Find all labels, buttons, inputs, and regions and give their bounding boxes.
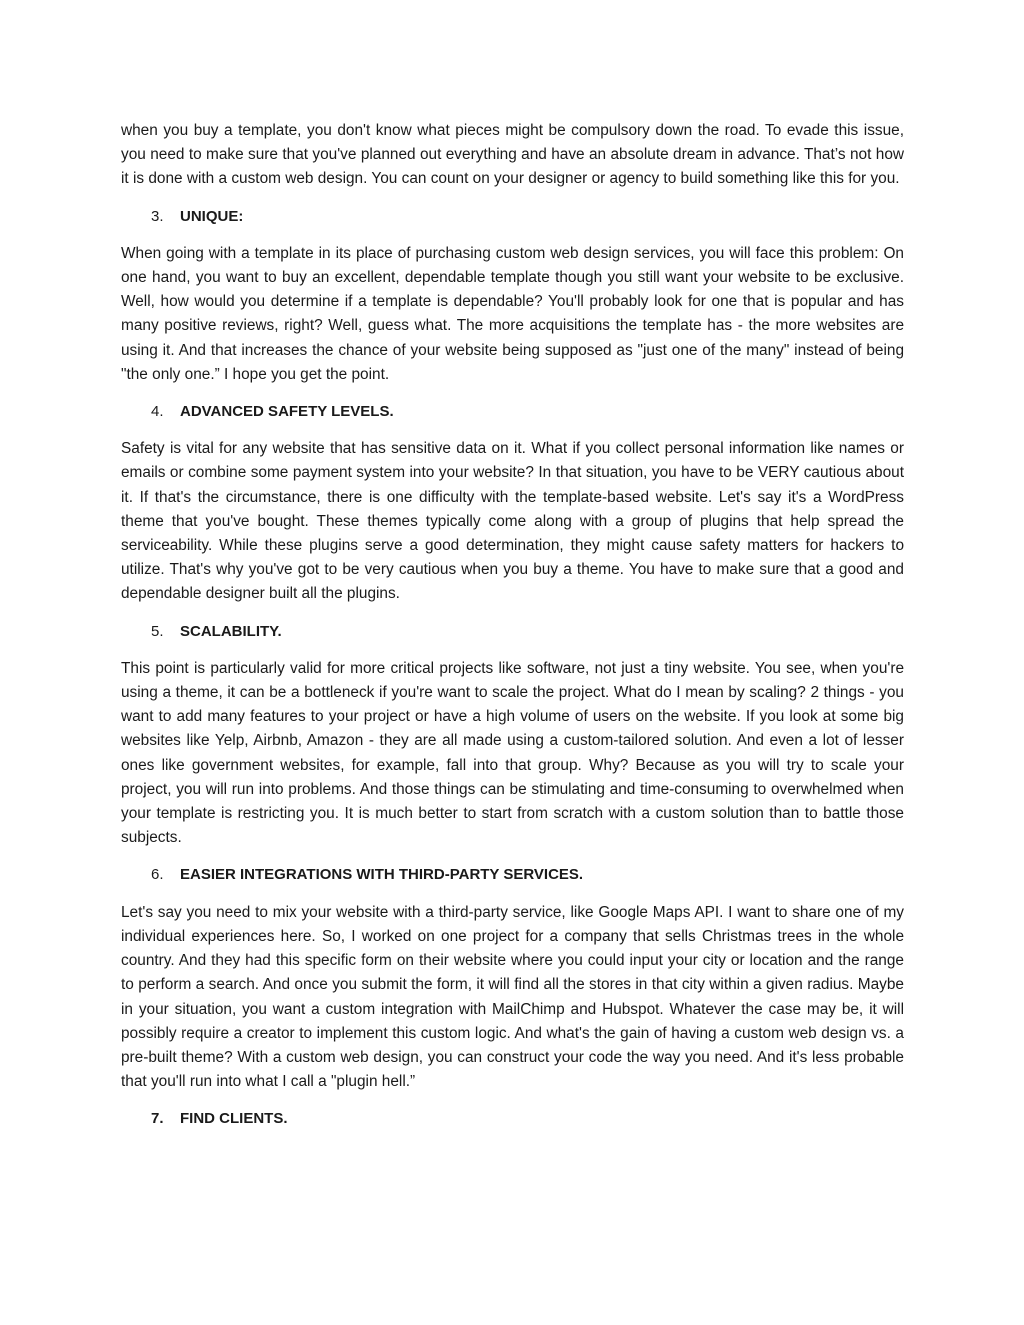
heading-advanced-safety [121,400,904,424]
heading-number: 3. [151,207,164,225]
heading-find-clients [121,1107,904,1131]
heading-text: UNIQUE: [180,207,244,225]
heading-text: SCALABILITY. [180,622,282,640]
heading-text: ADVANCED SAFETY LEVELS. [180,403,394,421]
paragraph-unique: When going with a template in its place of purchasing custom web design services, you will face this problem: On one hand, you want to buy an excellent, dependable template though you still want your website to be exclusive. Well, how would you determine if a template is dependable? You'll probably look for one that is popular and has many positive reviews, right? Well, guess what. The more acquisitions the template has - the more websites are using it. And that increases the chance of your website being supposed as "just one of the many" instead of being "the only one.” I hope you get the point. [121,244,904,383]
heading-integrations [121,863,904,887]
heading-number: 7. [151,1110,164,1128]
heading-text: FIND CLIENTS. [180,1110,288,1128]
paragraph-template-intro: when you buy a template, you don't know what pieces might be compulsory down the road. To evade this issue, you need to make sure that you've planned out everything and have an absolute dream in advance. That’s not how it is done with a custom web design. You can count on your designer or agency to build something like this for you. [121,122,904,188]
paragraph-safety: Safety is vital for any website that has sensitive data on it. What if you collect personal information like names or emails or combine some payment system into your website? In that situation, you have to be VERY cautious about it. If that's the circumstance, there is one difficulty with the template-based website. Let's say it's a WordPress theme that you've bought. These themes typically come along with a group of plugins that help spread the serviceability. While these plugins serve a good determination, they might cause safety matters for hackers to utilize. That's why you've got to be very cautious when you buy a theme. You have to make sure that a good and dependable designer built all the plugins. [121,440,904,603]
heading-unique [121,205,904,229]
heading-number: 4. [151,403,164,421]
heading-scalability [121,620,904,644]
heading-number: 6. [151,866,164,884]
paragraph-integrations: Let's say you need to mix your website with a third-party service, like Google Maps API. I want to share one of my individual experiences here. So, I worked on one project for a company that sells Christmas trees in the whole country. And they had this specific form on their website where you could input your city or location and the range to perform a search. And once you submit the form, it will find all the stores in that city within a given radius. Maybe in your situation, you want a custom integration with MailChimp and Hubspot. Whatever the case may be, it will possibly require a creator to implement this custom logic. And what's the gain of having a custom web design vs. a pre-built theme? With a custom web design, you can construct your code the way you need. And it's less probable that you'll run into what I call a "plugin hell.” [121,903,904,1091]
document-page [121,119,904,1145]
paragraph-scalability: This point is particularly valid for more critical projects like software, not just a tiny website. You see, when you're using a theme, it can be a bottleneck if you're want to scale the project. What do I mean by scaling? 2 things - you want to add many features to your project or have a high volume of users on the website. If you look at some big websites like Yelp, Airbnb, Amazon - they are all made using a custom-tailored solution. And even a lot of lesser ones like government websites, for example, fall into that group. Why? Because as you will try to scale your project, you will run into problems. And those things can be stimulating and time-consuming to overwhelmed when your template is restricting you. It is much better to start from scratch with a custom solution than to battle those subjects. [121,659,904,847]
heading-text: EASIER INTEGRATIONS WITH THIRD-PARTY SERVICES. [180,866,584,884]
heading-number: 5. [151,622,164,640]
